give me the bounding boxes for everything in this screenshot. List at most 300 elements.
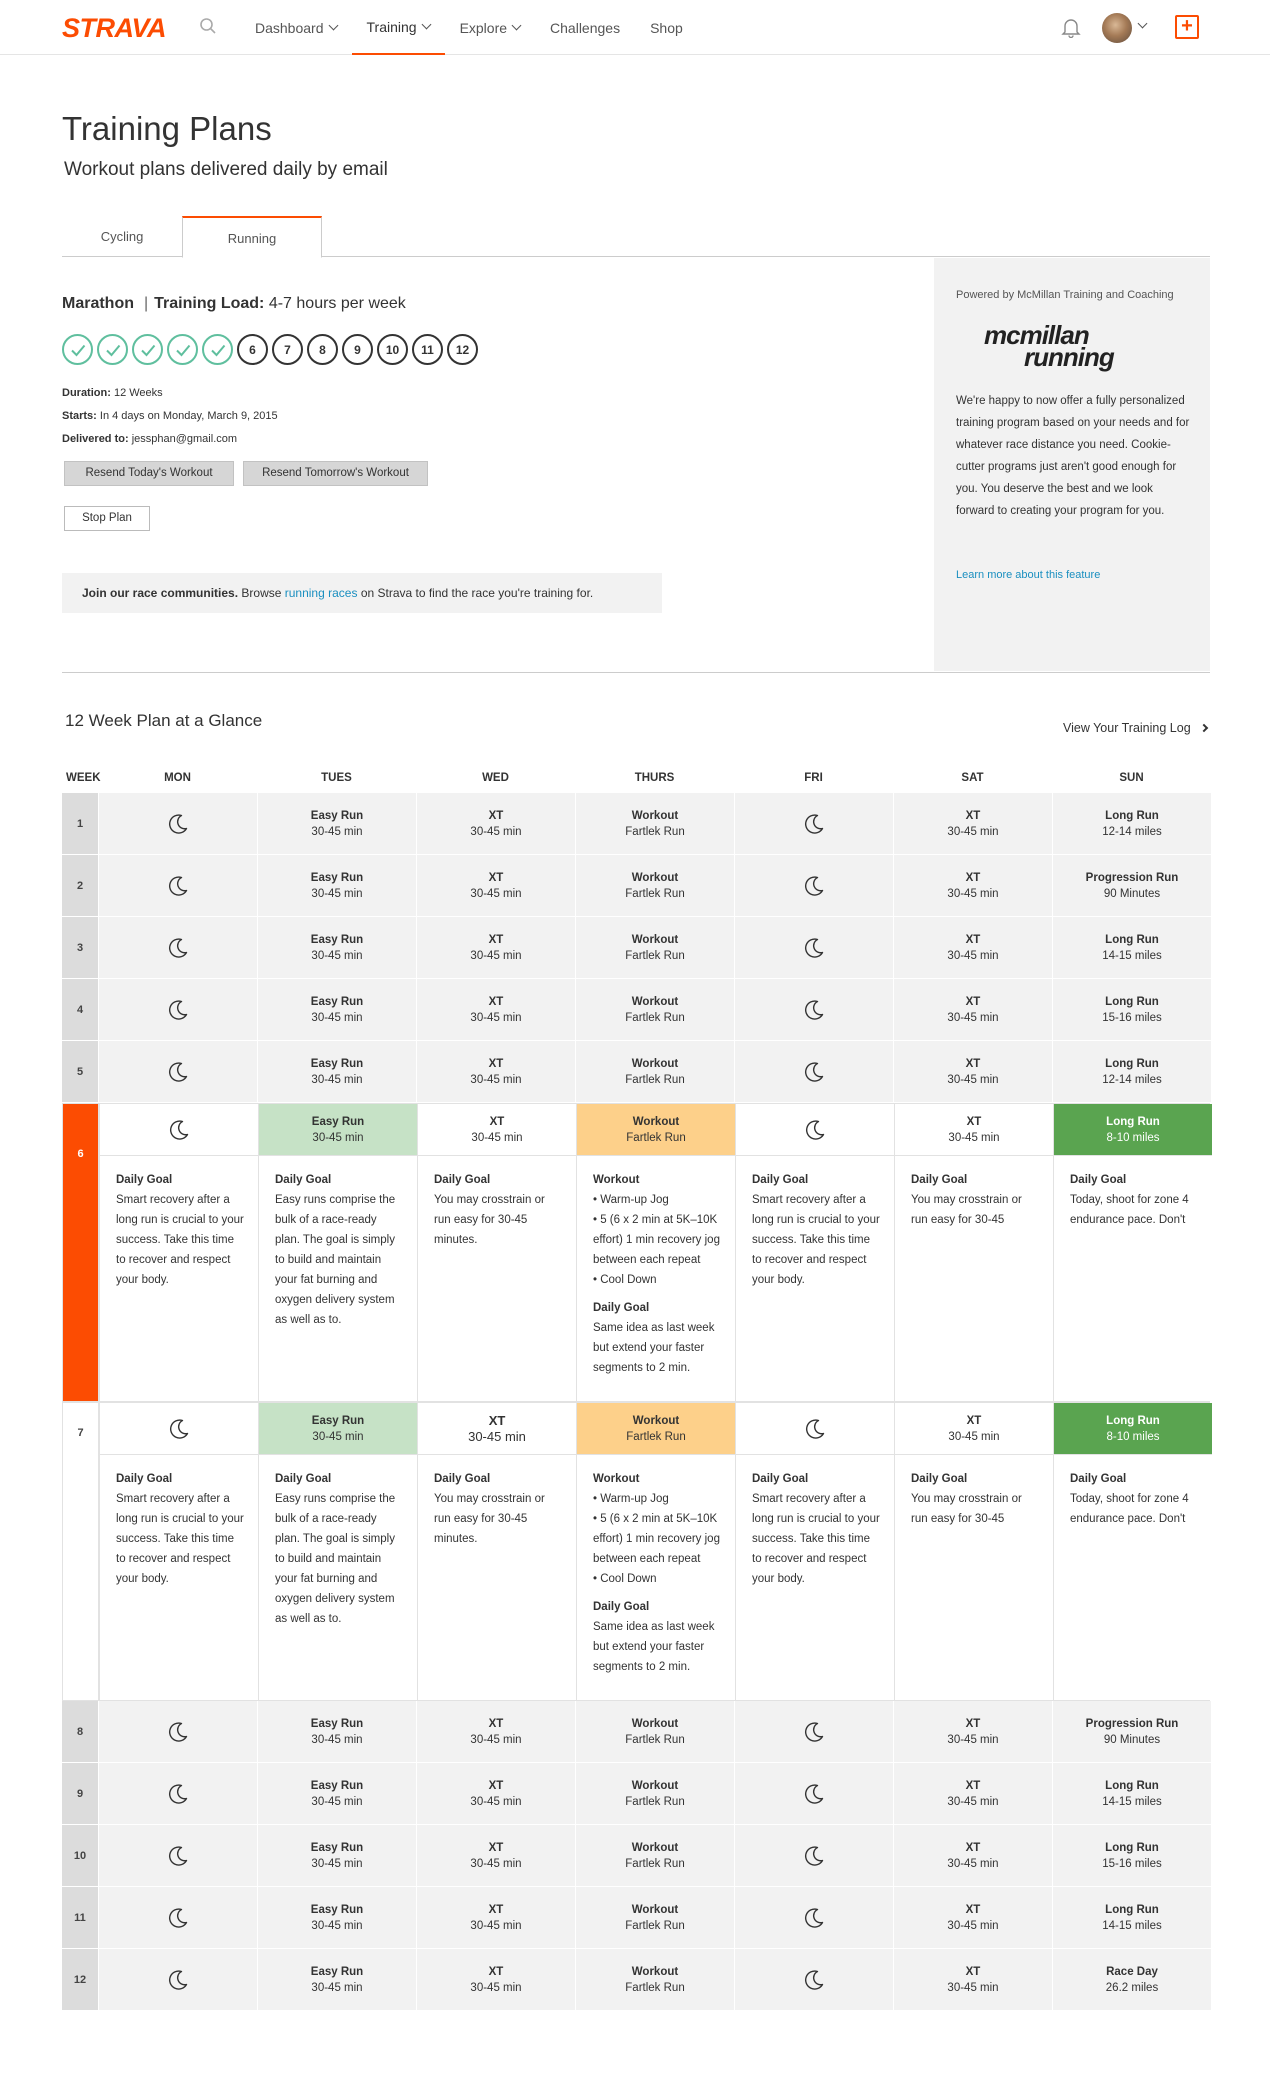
workout-type: XT [488,1903,504,1916]
rest-day-cell[interactable] [734,1041,893,1102]
description-text: You may crosstrain or run easy for 30-45 [911,1493,1022,1525]
rest-day-cell[interactable] [734,1825,893,1886]
workout-cell[interactable] [575,979,734,1040]
week-number [62,1949,98,2010]
workout-detail: Fartlek Run [625,1795,685,1808]
avatar[interactable] [1102,13,1132,43]
rest-day-cell[interactable] [734,1701,893,1762]
easy-run-cell[interactable] [257,917,416,978]
xt-cell[interactable] [416,917,575,978]
description-text: Today, shoot for zone 4 endurance pace. Don't [1070,1194,1189,1226]
cell-header [418,1104,576,1156]
week-number [62,1763,98,1824]
rest-day-cell[interactable] [734,1763,893,1824]
workout-detail: 30-45 min [947,949,999,962]
week-number-circle: 8 [307,334,338,365]
description-heading: Daily Goal [593,1302,650,1314]
nav-explore[interactable] [445,0,535,55]
long-run-cell[interactable] [1052,1825,1211,1886]
week-number [62,855,98,916]
bell-icon[interactable] [1060,16,1082,38]
long-run-cell[interactable] [1052,1701,1211,1762]
sport-tabs [62,216,1210,257]
description-heading: Daily Goal [275,1174,332,1186]
workout-type: Race Day [1106,1965,1158,1978]
rest-day-cell[interactable] [98,979,257,1040]
chevron-down-icon [328,21,338,31]
week-number-label: 9 [76,1787,84,1800]
section-divider [62,672,1210,673]
page-subtitle: Workout plans delivered daily by email [64,159,388,180]
moon-icon [166,1844,190,1868]
week-number-label: 5 [76,1065,84,1078]
workout-detail: 30-45 min [311,1073,363,1086]
workout-detail: 90 Minutes [1103,887,1161,900]
description-text: Same idea as last week but extend your faster segments to 2 min. [593,1621,715,1673]
table-row [62,979,1210,1041]
description-heading: Daily Goal [116,1473,173,1485]
workout-type: Easy Run [310,1965,364,1978]
xt-cell[interactable] [893,1825,1052,1886]
workout-type: Easy Run [310,809,364,822]
cell-description [418,1455,576,1549]
description-text: Easy runs comprise the bulk of a race-ready plan. The goal is simply to build and maintain your fat burning and oxygen delivery system as well as to. [275,1194,396,1326]
week-number-circle: 9 [342,334,373,365]
resend-tomorrow-button[interactable]: Resend Tomorrow's Workout [243,461,428,486]
workout-detail: 30-45 min [470,1011,522,1024]
moon-icon [802,1720,826,1744]
workout-detail: Fartlek Run [626,1131,686,1144]
workout-type: Long Run [1105,1779,1159,1792]
cell-header [100,1403,258,1455]
moon-icon [803,1118,827,1142]
moon-icon [802,1844,826,1868]
workout-type: Workout [631,1779,679,1792]
description-text: Today, shoot for zone 4 endurance pace. Don't [1070,1493,1189,1525]
workout-detail: 8-10 miles [1106,1430,1160,1443]
table-row [62,1825,1210,1887]
easy-run-cell[interactable] [258,1104,417,1401]
moon-icon [802,1906,826,1930]
schedule-table [62,763,1210,2011]
view-training-log-link[interactable] [1063,721,1207,735]
xt-cell[interactable] [416,855,575,916]
xt-cell[interactable] [416,1949,575,2010]
rest-day-cell[interactable] [98,793,257,854]
cell-description [1054,1156,1212,1230]
easy-run-cell[interactable] [257,1887,416,1948]
search-icon[interactable] [199,17,217,35]
easy-run-cell[interactable] [257,1763,416,1824]
workout-detail: 15-16 miles [1102,1011,1162,1024]
rest-day-cell[interactable] [734,1887,893,1948]
rest-day-cell[interactable] [98,1825,257,1886]
moon-icon [802,874,826,898]
week-number-label: 2 [76,879,84,892]
rest-day-cell[interactable] [734,793,893,854]
powered-by-text: Powered by McMillan Training and Coaching [956,289,1174,301]
week-number [63,1403,99,1700]
easy-run-cell[interactable] [257,979,416,1040]
description-heading: Daily Goal [911,1473,968,1485]
schedule-header [62,763,1210,793]
description-text: You may crosstrain or run easy for 30-45 minutes. [434,1493,545,1545]
workout-detail: 30-45 min [468,1428,526,1444]
description-text: Smart recovery after a long run is crucial to your success. Take this time to recover and respect your body. [752,1194,880,1286]
workout-detail: 30-45 min [947,1857,999,1870]
rest-day-cell[interactable] [98,855,257,916]
race-banner-text-end: on Strava to find the race you're training for. [360,586,594,600]
workout-detail: 30-45 min [947,887,999,900]
long-run-cell[interactable] [1052,1887,1211,1948]
xt-cell[interactable] [417,1104,576,1401]
easy-run-cell[interactable] [257,793,416,854]
long-run-cell[interactable] [1053,1104,1212,1401]
workout-detail: 8-10 miles [1106,1131,1160,1144]
cell-header [1054,1403,1212,1455]
week-number [62,1041,98,1102]
rest-day-cell[interactable] [98,1041,257,1102]
xt-cell[interactable] [893,979,1052,1040]
workout-detail: 30-45 min [948,1430,1000,1443]
moon-icon [166,874,190,898]
description-heading: Daily Goal [593,1601,650,1613]
workout-type: Easy Run [310,871,364,884]
description-heading: Daily Goal [116,1174,173,1186]
table-row [62,793,1210,855]
workout-type: XT [488,871,504,884]
long-run-cell[interactable] [1052,793,1211,854]
workout-cell[interactable] [575,1701,734,1762]
spacer [593,1589,721,1597]
moon-icon [802,1782,826,1806]
rest-day-cell[interactable] [98,1887,257,1948]
table-row [62,1887,1210,1949]
workout-cell[interactable] [575,1949,734,2010]
description-text: Smart recovery after a long run is crucial to your success. Take this time to recover and respect your body. [116,1493,244,1585]
workout-detail: 30-45 min [311,1857,363,1870]
xt-cell[interactable] [893,855,1052,916]
workout-detail: 30-45 min [947,825,999,838]
column-header: FRI [804,772,823,784]
rest-day-cell[interactable] [99,1104,258,1401]
table-row [62,1402,1210,1701]
description-heading: Daily Goal [911,1174,968,1186]
starts-label: Starts: [62,410,97,422]
long-run-cell[interactable] [1052,979,1211,1040]
workout-detail: 30-45 min [312,1430,364,1443]
workout-type: Workout [631,1057,679,1070]
cell-header [736,1403,894,1455]
workout-detail: 30-45 min [470,887,522,900]
workout-type: Easy Run [310,933,364,946]
workout-detail: 30-45 min [311,825,363,838]
training-load-label: Training Load: [154,295,265,312]
xt-cell[interactable] [893,1887,1052,1948]
mcmillan-panel [934,258,1210,671]
workout-type: Easy Run [310,1903,364,1916]
week-complete-check-icon [62,334,93,365]
table-row [62,855,1210,917]
table-row [62,1949,1210,2011]
easy-run-cell[interactable] [257,1041,416,1102]
workout-type: XT [965,1779,981,1792]
xt-cell[interactable] [416,793,575,854]
schedule-body [62,793,1210,2011]
workout-detail: 30-45 min [311,887,363,900]
rest-day-cell[interactable] [735,1403,894,1700]
workout-type: XT [965,1841,981,1854]
glance-title: 12 Week Plan at a Glance [65,711,263,730]
cell-header [259,1403,417,1455]
workout-cell[interactable] [575,917,734,978]
workout-detail: 30-45 min [470,1073,522,1086]
table-row [62,1763,1210,1825]
xt-cell[interactable] [893,1701,1052,1762]
week-number-circle: 7 [272,334,303,365]
workout-cell[interactable] [575,855,734,916]
cell-header [418,1403,576,1455]
week-number-circle: 6 [237,334,268,365]
workout-type: XT [488,1779,504,1792]
workout-type: Progression Run [1085,1717,1179,1730]
rest-day-cell[interactable] [98,1949,257,2010]
resend-today-button[interactable]: Resend Today's Workout [64,461,234,486]
column-header: SAT [961,772,984,784]
xt-cell[interactable] [416,1887,575,1948]
workout-type: XT [965,809,981,822]
running-races-link[interactable]: running races [284,586,358,600]
workout-detail: 30-45 min [311,1919,363,1932]
moon-icon [803,1417,827,1441]
nav-dashboard[interactable] [240,0,352,55]
workout-detail: 30-45 min [947,1795,999,1808]
training-log-label: View Your Training Log [1063,721,1191,735]
description-heading: Daily Goal [1070,1473,1127,1485]
chevron-down-icon [512,21,522,31]
week-number [62,793,98,854]
moon-icon [167,1118,191,1142]
description-text: • Cool Down [593,1573,657,1585]
cell-description [259,1156,417,1330]
easy-run-cell[interactable] [257,1949,416,2010]
xt-cell[interactable] [894,1104,1053,1401]
xt-cell[interactable] [894,1403,1053,1700]
long-run-cell[interactable] [1052,917,1211,978]
workout-cell[interactable] [575,793,734,854]
easy-run-cell[interactable] [257,1701,416,1762]
workout-detail: 30-45 min [947,1011,999,1024]
description-text: • Warm-up Jog [593,1493,669,1505]
workout-type: XT [488,995,504,1008]
workout-type: Long Run [1105,933,1159,946]
moon-icon [166,1906,190,1930]
cell-header [577,1403,735,1455]
workout-type: XT [488,1841,504,1854]
week-number-circle: 12 [447,334,478,365]
workout-type: Workout [631,809,679,822]
workout-cell[interactable] [576,1403,735,1700]
table-row [62,1041,1210,1103]
xt-cell[interactable] [893,917,1052,978]
cell-description [736,1156,894,1290]
xt-cell[interactable] [416,979,575,1040]
workout-type: XT [965,1965,981,1978]
week-number [63,1104,99,1401]
workout-detail: 30-45 min [470,1981,522,1994]
xt-cell[interactable] [893,1041,1052,1102]
workout-type: XT [489,1115,505,1128]
chevron-down-icon[interactable] [1138,19,1148,29]
cell-description [895,1455,1053,1529]
nav-shop[interactable] [635,0,698,55]
moon-icon [166,1720,190,1744]
week-number [62,917,98,978]
workout-detail: 30-45 min [311,1795,363,1808]
workout-cell[interactable] [575,1825,734,1886]
cell-header [1054,1104,1212,1156]
week-complete-check-icon [167,334,198,365]
workout-detail: Fartlek Run [625,1011,685,1024]
cell-header [736,1104,894,1156]
learn-more-link[interactable]: Learn more about this feature [956,569,1101,581]
easy-run-cell[interactable] [257,1825,416,1886]
xt-cell[interactable] [893,793,1052,854]
workout-type: Easy Run [310,1057,364,1070]
workout-detail: 30-45 min [470,825,522,838]
workout-detail: 30-45 min [311,1981,363,1994]
workout-detail: 30-45 min [470,1919,522,1932]
workout-cell[interactable] [575,1041,734,1102]
workout-type: Long Run [1106,1115,1160,1128]
workout-detail: 30-45 min [311,949,363,962]
workout-cell[interactable] [575,1887,734,1948]
xt-cell[interactable] [893,1949,1052,2010]
rest-day-cell[interactable] [98,917,257,978]
rest-day-cell[interactable] [734,979,893,1040]
xt-cell[interactable] [416,1041,575,1102]
cell-description [577,1455,735,1677]
long-run-cell[interactable] [1052,1041,1211,1102]
workout-detail: 12-14 miles [1102,1073,1162,1086]
workout-type: Easy Run [311,1115,365,1128]
moon-icon [802,998,826,1022]
plan-details [62,382,278,451]
long-run-cell[interactable] [1053,1403,1212,1700]
column-header: THURS [634,772,675,784]
description-text: • 5 (6 x 2 min at 5K–10K effort) 1 min recovery jog between each repeat [593,1513,720,1565]
tab-running[interactable]: Running [182,216,322,258]
nav-challenges-label: Challenges [550,19,621,36]
description-text: Smart recovery after a long run is crucial to your success. Take this time to recover and respect your body. [752,1493,880,1585]
workout-type: Progression Run [1085,871,1179,884]
nav-explore-label: Explore [459,19,508,36]
upload-plus-button[interactable]: + [1175,15,1199,39]
cell-header [895,1104,1053,1156]
cell-description [259,1455,417,1629]
workout-type: XT [488,1717,504,1730]
cell-description [1054,1455,1212,1529]
tab-cycling[interactable]: Cycling [100,229,144,244]
workout-detail: 14-15 miles [1102,949,1162,962]
moon-icon [166,998,190,1022]
week-number-label: 10 [73,1849,87,1862]
workout-detail: 14-15 miles [1102,1919,1162,1932]
long-run-cell[interactable] [1052,1763,1211,1824]
moon-icon [167,1417,191,1441]
rest-day-cell[interactable] [98,1701,257,1762]
workout-detail: Fartlek Run [625,1919,685,1932]
race-communities-banner [62,573,662,613]
workout-detail: 30-45 min [947,1073,999,1086]
chevron-down-icon [421,20,431,30]
workout-type: Easy Run [310,1841,364,1854]
race-banner-text: Browse [241,586,282,600]
rest-day-cell[interactable] [98,1763,257,1824]
easy-run-cell[interactable] [258,1403,417,1700]
race-banner-bold: Join our race communities. [82,586,239,600]
plan-title: Marathon | Training Load: 4-7 hours per week [62,295,406,312]
description-heading: Daily Goal [275,1473,332,1485]
rest-day-cell[interactable] [99,1403,258,1700]
week-complete-check-icon [202,334,233,365]
xt-cell[interactable] [416,1763,575,1824]
rest-day-cell[interactable] [734,1949,893,2010]
easy-run-cell[interactable] [257,855,416,916]
long-run-cell[interactable] [1052,1949,1211,2010]
week-number-circle: 11 [412,334,443,365]
nav-dashboard-label: Dashboard [255,19,324,36]
rest-day-cell[interactable] [735,1104,894,1401]
rest-day-cell[interactable] [734,855,893,916]
stop-plan-button[interactable]: Stop Plan [64,506,150,531]
strava-logo[interactable]: STRAVA [62,13,166,43]
workout-type: XT [966,1115,982,1128]
workout-type: Easy Run [310,1717,364,1730]
week-number-label: 6 [77,1148,84,1160]
moon-icon [166,1968,190,1992]
description-text: Easy runs comprise the bulk of a race-ready plan. The goal is simply to build and maintain your fat burning and oxygen delivery system as well as to. [275,1493,396,1625]
nav-challenges[interactable] [535,0,635,55]
xt-cell[interactable] [893,1763,1052,1824]
workout-type: Workout [631,871,679,884]
description-heading: Daily Goal [434,1473,491,1485]
workout-type: XT [488,809,504,822]
workout-detail: 30-45 min [470,949,522,962]
cell-header [259,1104,417,1156]
xt-cell[interactable] [416,1825,575,1886]
delivered-label: Delivered to: [62,433,129,445]
workout-type: Workout [631,1717,679,1730]
workout-detail: 30-45 min [311,1733,363,1746]
workout-detail: Fartlek Run [625,887,685,900]
mcmillan-description: We're happy to now offer a fully personalized training program based on your needs and for whatever race distance you need. Cookie-cutter programs just aren't good enough for you. You deserve the best and we look forward to creating your program for you. [956,395,1190,517]
workout-cell[interactable] [576,1104,735,1401]
rest-day-cell[interactable] [734,917,893,978]
long-run-cell[interactable] [1052,855,1211,916]
duration-value: 12 Weeks [113,387,163,399]
description-heading: Daily Goal [434,1174,491,1186]
xt-cell[interactable] [416,1701,575,1762]
nav-training[interactable] [352,0,445,55]
week-number-label: 1 [76,817,84,830]
workout-type: Workout [631,995,679,1008]
week-progress [62,334,478,365]
moon-icon [802,936,826,960]
xt-cell[interactable] [417,1403,576,1700]
description-text: • 5 (6 x 2 min at 5K–10K effort) 1 min recovery jog between each repeat [593,1214,720,1266]
workout-cell[interactable] [575,1763,734,1824]
